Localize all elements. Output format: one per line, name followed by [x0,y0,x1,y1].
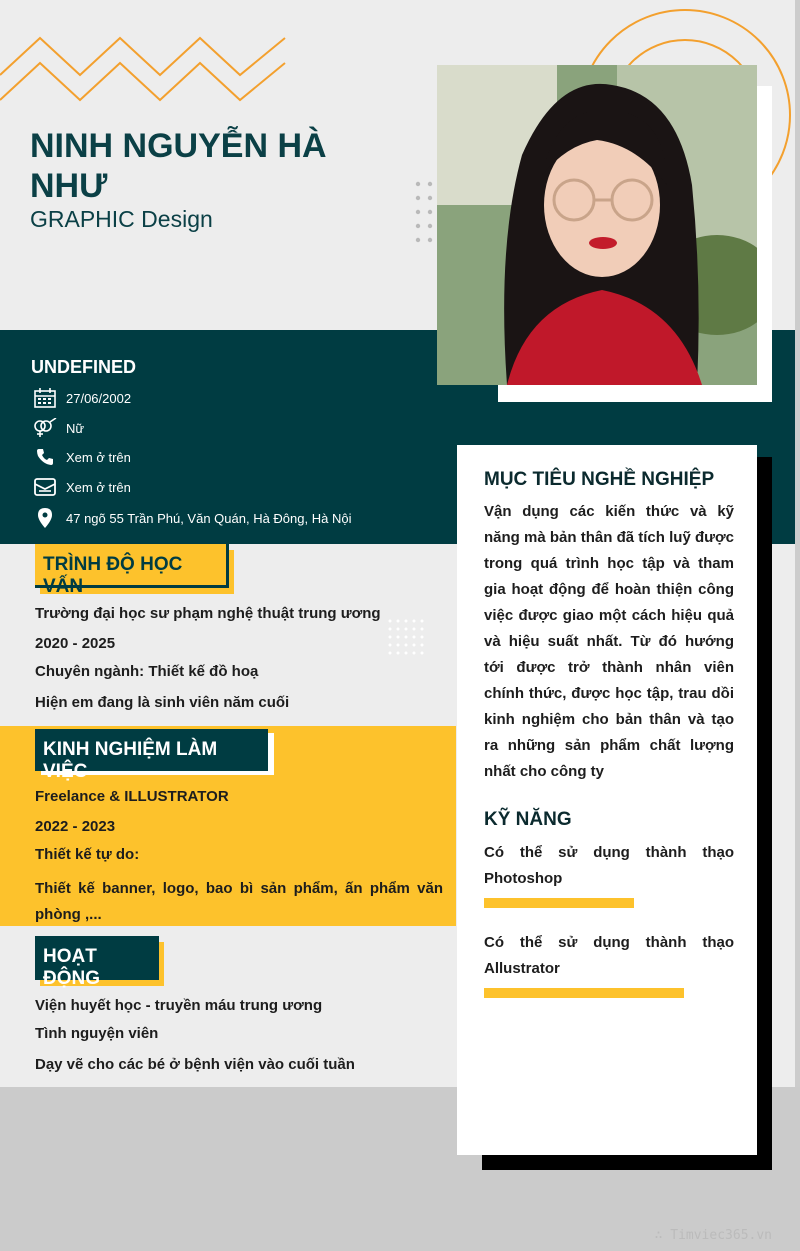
email-icon [32,478,58,496]
calendar-icon [32,388,58,408]
gender-text: Nữ [66,420,85,436]
candidate-name: NINH NGUYỄN HÀ NHƯ [30,127,327,205]
email-text: Xem ở trên [66,479,131,495]
gender-row [32,418,84,438]
phone-text: Xem ở trên [66,449,131,465]
skill-item: Có thể sử dụng thành thạo Allustrator [484,934,734,977]
activities-role: Tình nguyện viên [35,1025,159,1042]
experience-heading: KINH NGHIỆM LÀM VIỆC [35,729,268,771]
education-heading-box [40,550,234,597]
education-major: Chuyên ngành: Thiết kế đồ hoạ [35,663,259,680]
profile-photo [437,65,757,385]
zigzag-decoration [0,30,300,110]
phone-row [32,448,131,466]
gender-icon [32,418,58,438]
experience-position: Freelance & ILLUSTRATOR [35,788,229,805]
education-heading: TRÌNH ĐỘ HỌC VẤN [43,554,183,597]
objective-text: Vận dụng các kiến thức và kỹ năng mà bản thân đã tích luỹ được trong quá trình học tập và tham gia hoạt động để hoàn thiện công việc được giao một cách hiệu quả và hiệu suất nhất. Từ đó hướng tới được trở thành nhân viên chính thức, được học tập, trau dồi kinh nghiệm cho bản thân và tạo ra những sản phẩm chất lượng nhất cho công ty [484,503,734,780]
activities-org: Viện huyết học - truyền máu trung ương [35,997,323,1014]
experience-desc: Thiết kế banner, logo, bao bì sản phẩm, ấn phẩm văn phòng ,... [35,880,443,923]
watermark-text: Timviec365.vn [670,1228,772,1243]
experience-years: 2022 - 2023 [35,818,116,835]
address-text: 47 ngõ 55 Trần Phú, Văn Quán, Hà Đông, Hà Nội [66,510,352,526]
candidate-role: GRAPHIC Design [30,206,213,232]
skills-heading: KỸ NĂNG [484,809,572,830]
skill-level-bar [484,898,634,908]
skill-level-bar [484,988,684,998]
birthdate-row [32,388,131,408]
activities-desc: Dạy vẽ cho các bé ở bệnh viện vào cuối tuần [35,1056,355,1073]
personal-heading: UNDEFINED [31,357,137,377]
skill-item: Có thể sử dụng thành thạo Photoshop [484,844,734,887]
birthdate-text: 27/06/2002 [66,390,132,406]
address-row [32,508,351,528]
experience-title: Thiết kế tự do: [35,846,140,863]
education-note: Hiện em đang là sinh viên năm cuối [35,694,290,711]
phone-icon [32,448,58,466]
location-icon [32,508,58,528]
watermark-icon: ∴ [654,1228,671,1243]
objective-skills-card [457,445,757,1155]
activities-heading: HOẠT ĐỘNG [35,936,159,980]
watermark [655,1228,772,1243]
education-years: 2020 - 2025 [35,635,116,652]
objective-heading: MỤC TIÊU NGHỀ NGHIỆP [484,469,715,490]
email-row [32,478,131,496]
dots-decoration-2 [386,617,426,657]
education-school: Trường đại học sư phạm nghệ thuật trung ương [35,605,381,622]
